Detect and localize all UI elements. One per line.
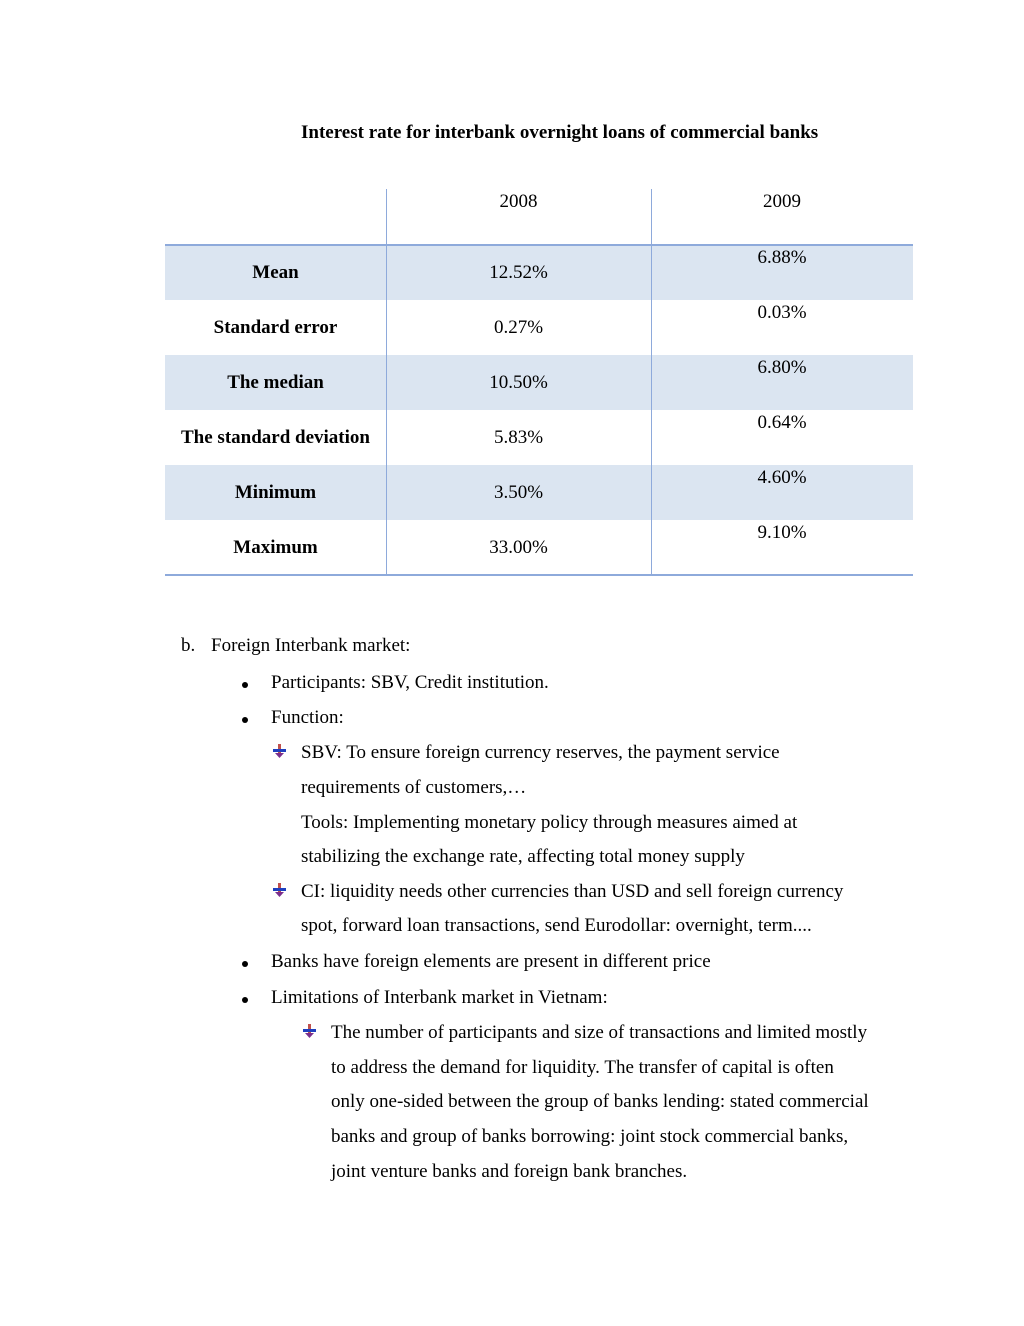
section-marker: b. [181,635,196,656]
bullet-icon [242,961,248,967]
value-2008: 0.27% [493,316,544,338]
limitation-text-line1: The number of participants and size of transactions and limited mostly [331,1022,868,1043]
row-label: The standard deviation [181,426,370,448]
row-label: Mean [252,261,299,283]
limitation-text-line3: only one-sided between the group of banks lending: stated commercial [331,1091,869,1112]
ci-text-line1: CI: liquidity needs other currencies than USD and sell foreign currency [301,881,844,902]
value-2009: 9.10% [757,522,807,543]
bullet-icon [242,717,248,723]
value-2009: 6.88% [757,247,807,268]
value-2008: 3.50% [493,481,544,503]
sbv-text-line1: SBV: To ensure foreign currency reserves, the payment service [301,742,780,763]
sbv-text-line2: requirements of customers,… [301,777,527,798]
value-2008: 33.00% [489,536,548,558]
value-2008: 5.83% [493,426,544,448]
limitation-text-line4: banks and group of banks borrowing: joint stock commercial banks, [331,1126,849,1147]
table-row [165,410,913,465]
value-2009: 6.80% [757,357,807,378]
value-2009: 4.60% [757,467,807,488]
table-header-divider [165,244,913,246]
value-2008: 10.50% [489,371,548,393]
tools-text-line2: stabilizing the exchange rate, affecting total money supply [301,846,745,867]
limitations-text: Limitations of Interbank market in Vietnam: [271,987,608,1008]
header-empty-cell [165,189,386,244]
bullet-icon [242,682,248,688]
section-heading: Foreign Interbank market: [211,635,411,656]
plus-arrow-icon [272,882,288,898]
participants-text: Participants: SBV, Credit institution. [271,672,549,693]
row-label: Standard error [213,316,338,338]
table-row [165,465,913,520]
table-row [165,300,913,355]
table-bottom-border [165,574,913,576]
header-2009: 2009 [763,191,801,212]
bullet-icon [242,997,248,1003]
plus-arrow-icon [302,1023,318,1039]
table-title: Interest rate for interbank overnight loans of commercial banks [301,122,819,143]
interest-rate-table [165,189,913,576]
table-column-divider [651,189,652,576]
value-2009: 0.03% [757,302,807,323]
plus-arrow-icon [272,743,288,759]
table-row [165,355,913,410]
value-2008: 12.52% [489,261,548,283]
tools-text-line1: Tools: Implementing monetary policy through measures aimed at [301,812,798,833]
limitation-text-line2: to address the demand for liquidity. The transfer of capital is often [331,1057,834,1078]
function-label: Function: [271,707,344,728]
value-2009: 0.64% [757,412,807,433]
table-column-divider [386,189,387,576]
table-row [165,520,913,575]
banks-foreign-text: Banks have foreign elements are present in different price [271,951,711,972]
row-label: The median [227,371,324,393]
table-header-row [165,189,913,244]
header-2008: 2008 [499,191,538,212]
table-row [165,245,913,300]
row-label: Maximum [233,536,318,558]
limitation-text-line5: joint venture banks and foreign bank branches. [331,1161,688,1182]
row-label: Minimum [234,481,317,503]
ci-text-line2: spot, forward loan transactions, send Eurodollar: overnight, term.... [301,915,812,936]
